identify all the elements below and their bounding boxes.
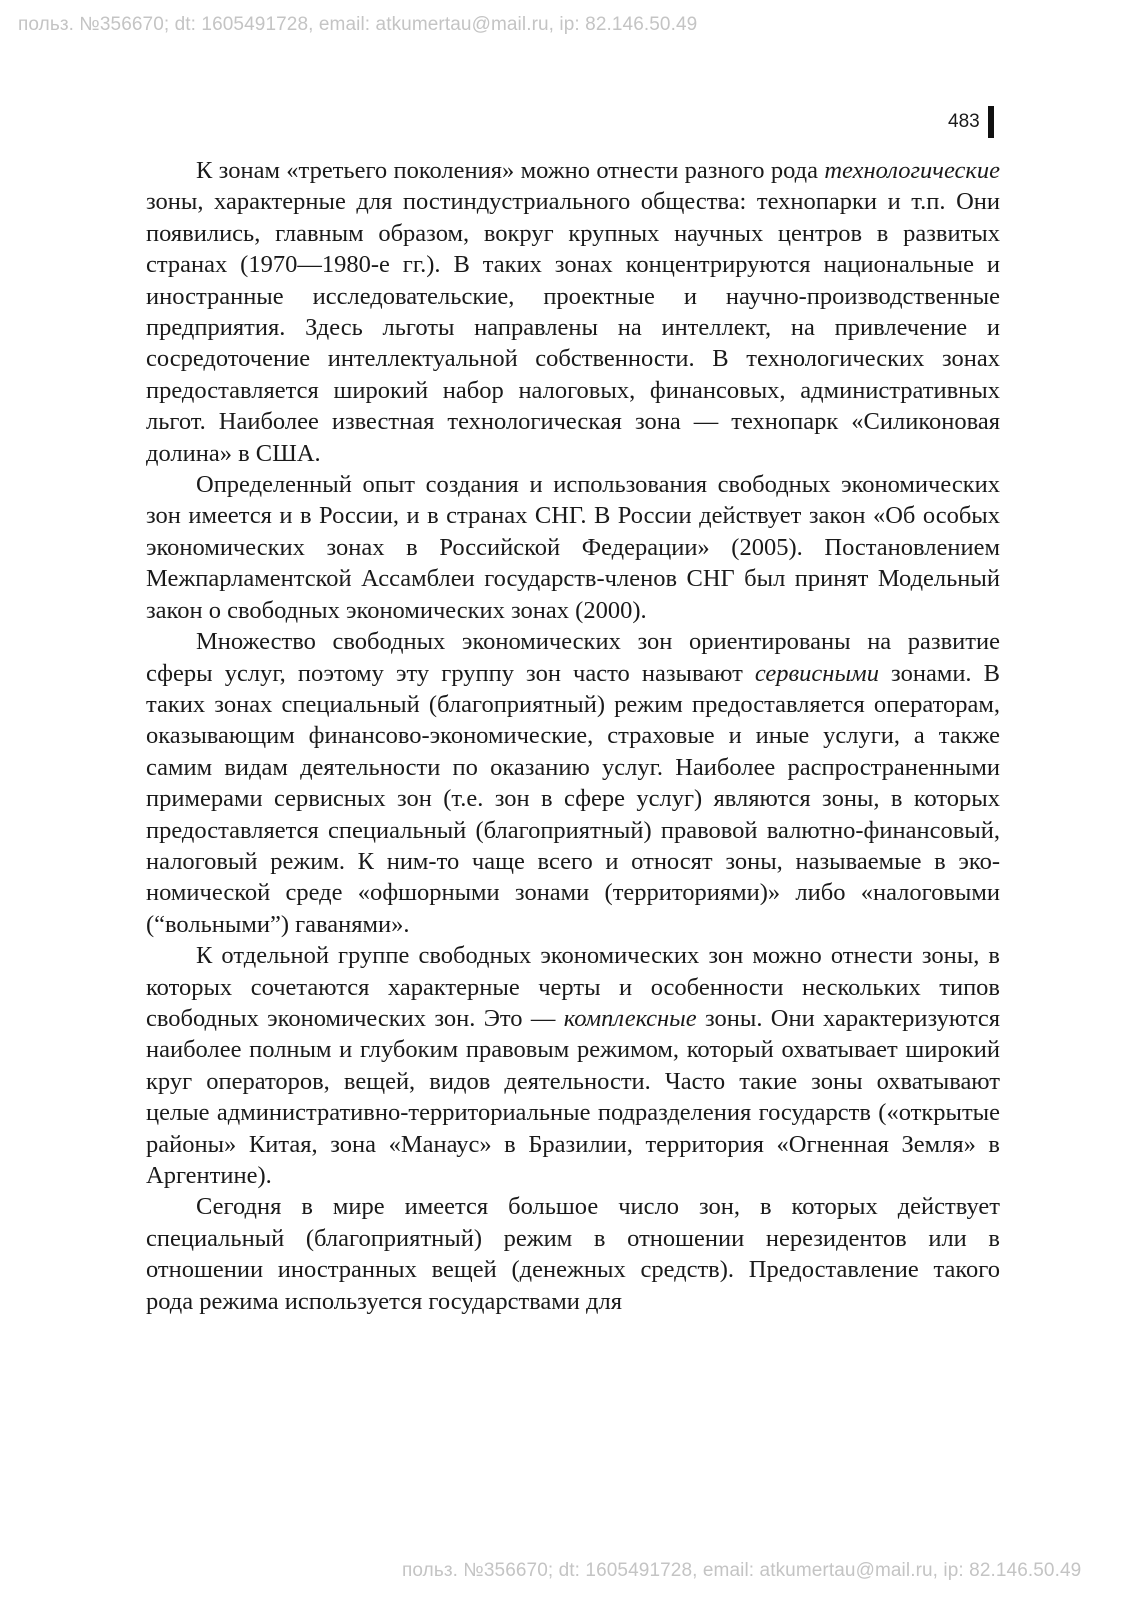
watermark-top: польз. №356670; dt: 1605491728, email: atkumertau@mail.ru, ip: 82.146.50.49 <box>18 14 698 35</box>
paragraph-4 <box>146 940 1000 1191</box>
page-header <box>948 106 994 138</box>
paragraph-4-text-a: К отдельной группе свободных экономических зон можно отнести зоны, в которых сочетаются характерные черты и особенности нескольких типов свободных экономических зон. Это — <box>146 942 1000 1032</box>
paragraph-1 <box>146 155 1000 469</box>
page-number-bar <box>988 106 994 138</box>
paragraph-5 <box>146 1191 1000 1317</box>
body-text <box>146 155 1000 1317</box>
watermark-bottom: польз. №356670; dt: 1605491728, email: atkumertau@mail.ru, ip: 82.146.50.49 <box>402 1560 1082 1581</box>
page-number: 483 <box>948 111 980 132</box>
paragraph-1-text-b: зоны, характерные для постиндустриального общества: технопарки и т.п. Они появились, главным образом, вокруг крупных научных центров в развитых странах (1970—1980-е гг.). В таких зонах концентрируются национальные и иностранные исследовательские, проектные и научно-производственные предприятия. Здесь льготы направлены на интеллект, на привлечение и сосредоточение интеллектуальной собственности. В технологических зонах предоставляется широкий набор налоговых, финансовых, административных льгот. Наиболее известная технологическая зона — технопарк «Силиконовая долина» в США. <box>146 188 1000 467</box>
paragraph-1-text-a: К зонам «третьего поколения» можно отнести разного рода <box>196 157 825 184</box>
paragraph-4-text-b: зоны. Они характеризуются наиболее полным и глубоким правовым режимом, который охватывает широкий круг операторов, вещей, видов деятельности. Часто такие зоны охватывают целые административно-территориальные подразделения государств («открытые районы» Китая, зона «Манаус» в Бразилии, территория «Огненная Земля» в Аргентине). <box>146 1004 1001 1189</box>
paragraph-3 <box>146 626 1000 940</box>
paragraph-4-emphasis: комплексные <box>563 1004 697 1032</box>
paragraph-3-text-a: Множество свободных экономических зон ориентированы на развитие сферы услуг, поэтому эту группу зон часто называют <box>146 628 1000 687</box>
paragraph-2-text: Определенный опыт создания и использования свободных экономических зон имеется и в России, и в странах СНГ. В России действует закон «Об особых экономических зонах в Российской Федерации» (2005). Постановлением Межпарламентской Ассамблеи государств-членов СНГ был принят Модельный закон о свободных экономических зонах (2000). <box>146 471 1000 624</box>
paragraph-3-text-b: зонами. В таких зонах специальный (благоприятный) режим предоставляется операторам, оказывающим финансово-экономические, страховые и иные услуги, а также самим видам деятельности по оказанию услуг. Наиболее распространенными примерами сервисных зон (т.е. зон в сфере услуг) являются зоны, в которых предоставляется специальный (благоприятный) правовой валютно-финансовый, налоговый режим. К ним-то чаще всего и относят зоны, называемые в экономической среде «офшорными зонами (территориями)» либо «налоговыми (“вольными”) гаванями». <box>146 659 1000 938</box>
paragraph-1-emphasis: технологические <box>824 157 1000 184</box>
paragraph-2 <box>146 469 1000 626</box>
paragraph-3-emphasis: сервисными <box>754 659 879 687</box>
paragraph-5-text: Сегодня в мире имеется большое число зон, в которых действует специальный (благоприятный) режим в отношении нерезидентов или в отношении иностранных вещей (денежных средств). Предоставление такого рода режима используется государствами для <box>146 1193 1000 1315</box>
